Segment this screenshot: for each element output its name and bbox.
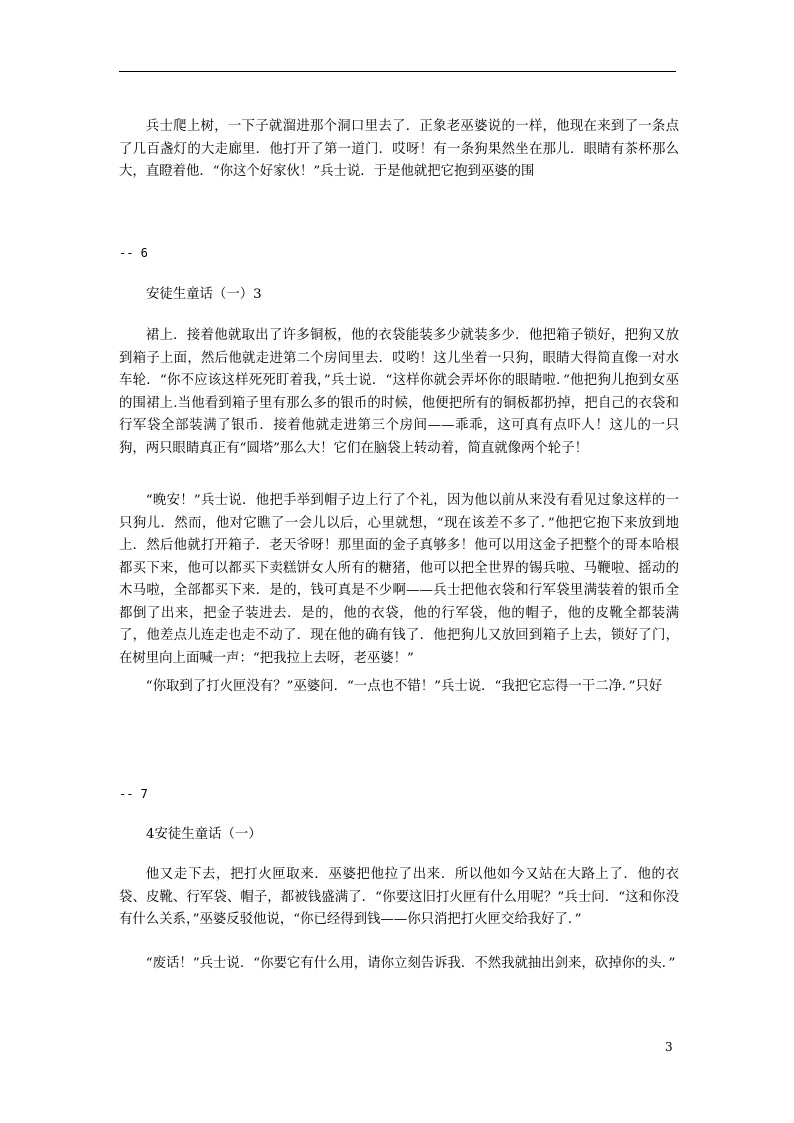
paragraph: 裙上．接着他就取出了许多铜板，他的衣袋能装多少就装多少．他把箱子锁好，把狗又放到箱子上面，然后他就走进第二个房间里去．哎哟！这儿坐着一只狗，眼睛大得简直像一对水车轮．“你不应该这样死死盯着我，”兵士说．“这样你就会弄坏你的眼睛啦．”他把狗儿抱到女巫的围裙上.当他看到箱子里有那么多的银币的时候，他便把所有的铜板都扔掉，把自己的衣袋和行军袋全部装满了银币．接着他就走进第三个房间——乖乖，这可真有点吓人！这儿的一只狗，两只眼睛真正有“圆塔”那么大！它们在脑袋上转动着，简直就像两个轮子！ (119, 328, 679, 456)
paragraph: 他又走下去，把打火匣取来．巫婆把他拉了出来．所以他如今又站在大路上了．他的衣袋、皮靴、行军袋、帽子，都被钱盛满了．“你要这旧打火匣有什么用呢？”兵士问．“这和你没有什么关系，”巫婆反驳他说，“你已经得到钱——你只消把打火匣交给我好了．” (119, 867, 679, 927)
page-marker: -- 7 (119, 787, 148, 801)
header-rule (119, 71, 676, 72)
section-heading: 安徒生童话（一）3 (146, 287, 262, 302)
paragraph: “晚安！”兵士说．他把手举到帽子边上行了个礼，因为他以前从来没有看见过象这样的一只狗儿．然而，他对它瞧了一会儿以后，心里就想，“现在该差不多了．”他把它抱下来放到地上．然后他就打开箱子．老天爷呀！那里面的金子真够多！他可以用这金子把整个的哥本哈根都买下来，他可以都买下卖糕饼女人所有的糖猪，他可以把全世界的锡兵啦、马鞭啦、摇动的木马啦，全部都买下来．是的，钱可真是不少啊——兵士把他衣袋和行军袋里满装着的银币全都倒了出来，把金子装进去．是的，他的衣袋，他的行军袋，他的帽子，他的皮靴全都装满了，他差点儿连走也走不动了．现在他的确有钱了．他把狗儿又放回到箱子上去，锁好了门，在树里向上面喊一声：“把我拉上去呀，老巫婆！” (119, 493, 679, 666)
paragraph: “你取到了打火匣没有？”巫婆问．“一点也不错！”兵士说．“我把它忘得一干二净．”只好 (145, 679, 663, 694)
page-marker: -- 6 (119, 246, 148, 260)
paragraph: “废话！”兵士说．“你要它有什么用，请你立刻告诉我．不然我就抽出剑来，砍掉你的头．” (145, 956, 676, 971)
page-number: 3 (665, 1040, 673, 1054)
section-heading: 4安徒生童话（一） (146, 827, 262, 842)
paragraph: 兵士爬上树，一下子就溜进那个洞口里去了．正象老巫婆说的一样，他现在来到了一条点了几百盏灯的大走廊里．他打开了第一道门．哎呀！有一条狗果然坐在那儿．眼睛有茶杯那么大，直瞪着他．“你这个好家伙！”兵士说．于是他就把它抱到巫婆的围 (119, 119, 679, 179)
